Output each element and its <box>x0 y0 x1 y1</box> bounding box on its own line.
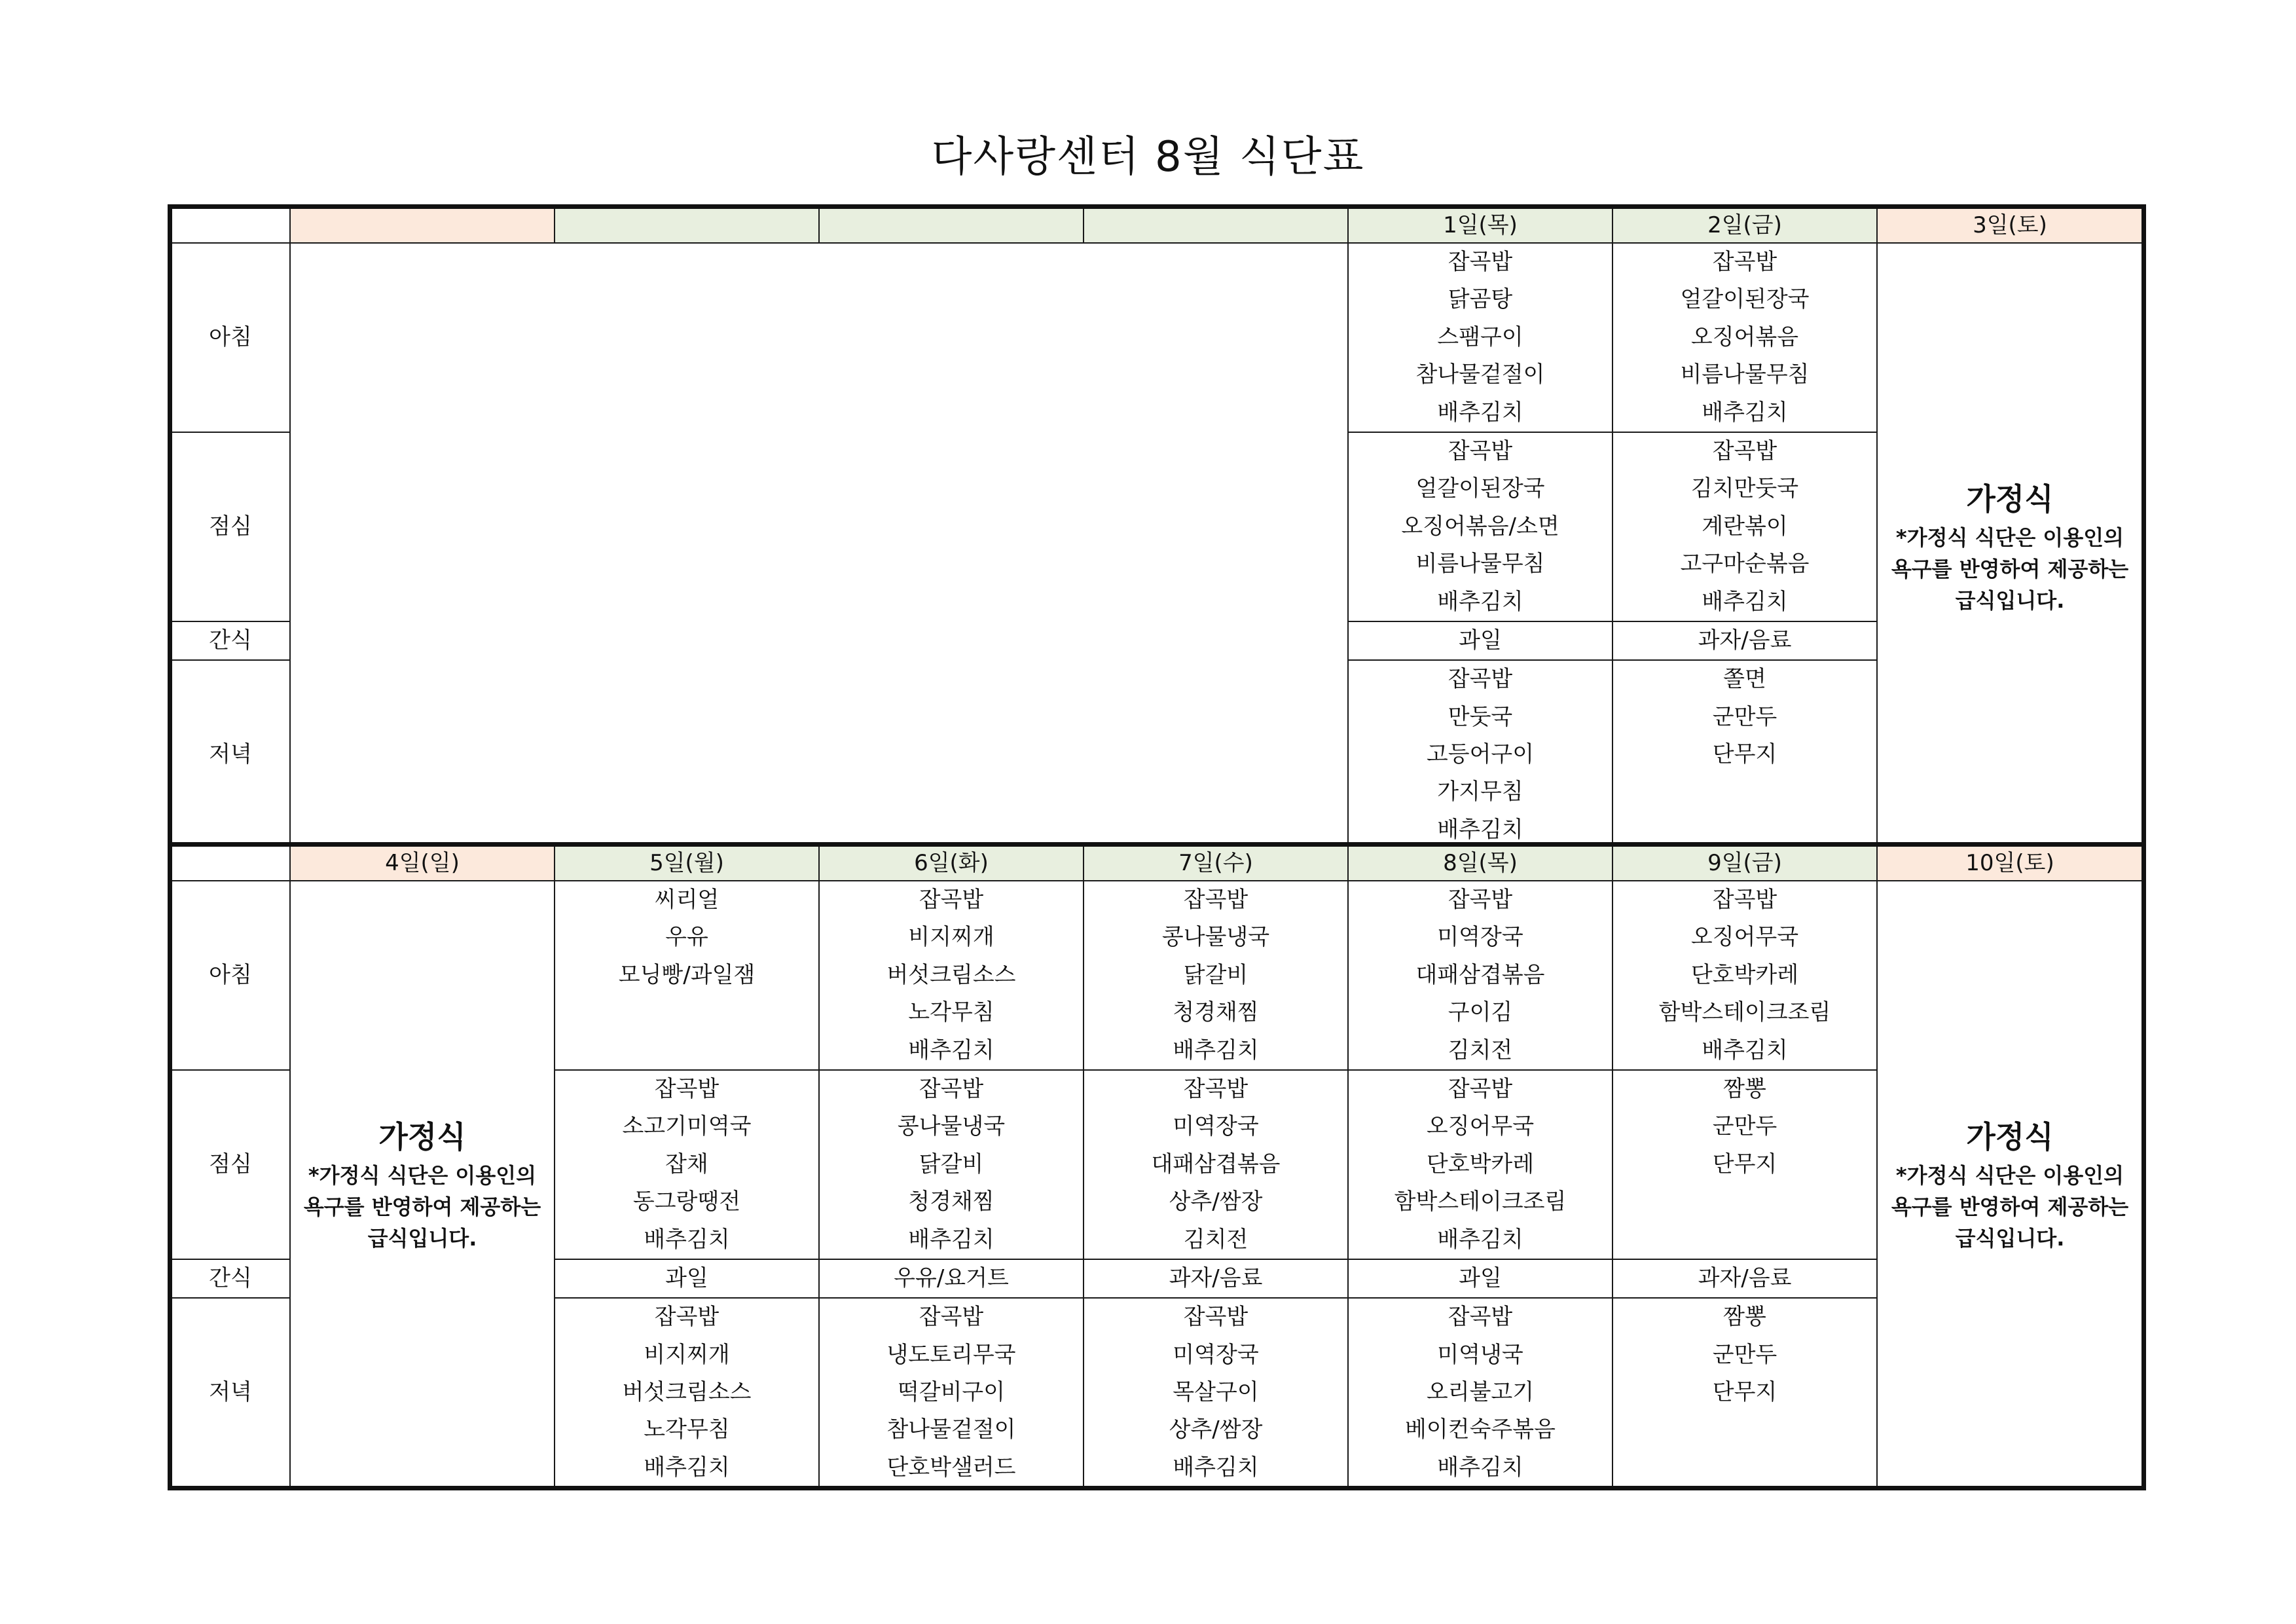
dish: 단호박샐러드 <box>886 1454 1016 1481</box>
dish: 잡곡밥 <box>1448 666 1513 693</box>
home-meal-cell <box>1877 881 2143 1487</box>
breakfast-row <box>171 243 2143 432</box>
dish: 버섯크림소스 <box>622 1379 752 1406</box>
day-header-3: 3일(토) <box>1877 208 2143 243</box>
snack-cell: 과일 <box>555 1259 819 1298</box>
dish: 비지찌개 <box>644 1341 730 1368</box>
breakfast-row <box>171 881 2143 1070</box>
day-header-6: 6일(화) <box>819 845 1084 881</box>
menu-cell <box>1348 660 1613 849</box>
menu-cell <box>1348 243 1613 432</box>
dish: 떡갈비구이 <box>897 1379 1006 1406</box>
dish: 노각무침 <box>644 1416 730 1443</box>
week2-header-row <box>171 845 2143 881</box>
dish: 청경채찜 <box>1173 999 1259 1026</box>
dish: 소고기미역국 <box>622 1113 752 1140</box>
snack-cell: 우유/요거트 <box>819 1259 1084 1298</box>
home-meal-title: 가정식 <box>378 1119 466 1155</box>
day-header-7: 7일(수) <box>1084 845 1348 881</box>
dish: 상추/쌈장 <box>1169 1189 1263 1215</box>
home-meal-note: *가정식 식단은 이용인의 욕구를 반영하여 제공하는 급식입니다. <box>1891 1163 2129 1251</box>
dish: 스팸구이 <box>1437 323 1523 350</box>
menu-cell <box>1084 1298 1348 1487</box>
dish: 배추김치 <box>908 1037 994 1063</box>
home-meal-note: *가정식 식단은 이용인의 욕구를 반영하여 제공하는 급식입니다. <box>303 1163 541 1251</box>
dish: 군만두 <box>1712 1341 1777 1368</box>
dish: 잡곡밥 <box>654 1304 720 1331</box>
dish: 배추김치 <box>1702 1037 1788 1063</box>
menu-cell <box>1613 660 1877 849</box>
dish: 미역장국 <box>1173 1113 1259 1140</box>
snack-cell: 과자/음료 <box>1613 1259 1877 1298</box>
dish: 단호박카레 <box>1690 961 1799 988</box>
dish: 구이김 <box>1448 999 1513 1026</box>
dish: 김치전 <box>1448 1037 1513 1063</box>
dish: 콩나물냉국 <box>897 1113 1006 1140</box>
dish: 잡곡밥 <box>1183 1075 1248 1102</box>
dish: 닭갈비 <box>919 1151 984 1177</box>
dish: 미역장국 <box>1437 924 1523 951</box>
dish: 잡곡밥 <box>1712 437 1777 464</box>
meal-label-lunch: 점심 <box>171 1070 290 1259</box>
header-cell-empty <box>555 208 819 243</box>
dish <box>1613 1411 1876 1449</box>
dish: 참나물겉절이 <box>886 1416 1016 1443</box>
dish: 배추김치 <box>1173 1454 1259 1481</box>
week1-menu-table <box>170 207 2143 850</box>
menu-cell <box>555 881 819 1070</box>
dish: 단무지 <box>1712 1151 1777 1177</box>
empty-days-block <box>290 243 1348 849</box>
dish: 단무지 <box>1712 1379 1777 1406</box>
corner-cell <box>171 208 290 243</box>
dish: 버섯크림소스 <box>886 961 1016 988</box>
dish: 잡곡밥 <box>654 1075 720 1102</box>
dish <box>1613 773 1876 811</box>
dish: 잡곡밥 <box>919 887 984 913</box>
dish: 가지무침 <box>1437 779 1523 805</box>
dish: 잡곡밥 <box>919 1075 984 1102</box>
dish: 잡곡밥 <box>1448 249 1513 275</box>
meal-label-breakfast: 아침 <box>171 881 290 1070</box>
dish: 동그랑땡전 <box>632 1189 741 1215</box>
day-header-9: 9일(금) <box>1613 845 1877 881</box>
dish: 배추김치 <box>1702 588 1788 615</box>
dish: 잡곡밥 <box>1712 249 1777 275</box>
dish: 참나물겉절이 <box>1415 361 1545 388</box>
dish: 노각무침 <box>908 999 994 1026</box>
dish <box>1613 1183 1876 1221</box>
dish: 씨리얼 <box>654 887 720 913</box>
day-header-4: 4일(일) <box>290 845 555 881</box>
dish: 대패삼겹볶음 <box>1151 1151 1281 1177</box>
header-cell-empty <box>1084 208 1348 243</box>
menu-cell <box>1613 243 1877 432</box>
dish: 얼갈이된장국 <box>1415 475 1545 502</box>
menu-cell <box>1084 1070 1348 1259</box>
snack-cell: 과자/음료 <box>1084 1259 1348 1298</box>
menu-cell <box>1348 881 1613 1070</box>
home-meal-cell <box>290 881 555 1487</box>
dish: 잡곡밥 <box>1183 1304 1248 1331</box>
dish: 목살구이 <box>1173 1379 1259 1406</box>
snack-cell: 과일 <box>1348 621 1613 660</box>
dish: 잡곡밥 <box>1448 437 1513 464</box>
week1-header-row <box>171 208 2143 243</box>
dish: 배추김치 <box>1437 588 1523 615</box>
menu-cell <box>555 1298 819 1487</box>
dish: 함박스테이크조림 <box>1658 999 1831 1026</box>
dish: 배추김치 <box>1702 399 1788 426</box>
meal-label-breakfast: 아침 <box>171 243 290 432</box>
dish: 콩나물냉국 <box>1161 924 1270 951</box>
home-meal-cell <box>1877 243 2143 849</box>
dish <box>1613 1449 1876 1486</box>
dish: 닭곰탕 <box>1448 286 1513 313</box>
dish: 오징어무국 <box>1426 1113 1535 1140</box>
dish <box>555 994 818 1031</box>
menu-cell <box>1613 432 1877 621</box>
dish: 청경채찜 <box>908 1189 994 1215</box>
page-title: 다사랑센터 8월 식단표 <box>931 133 1365 181</box>
dish: 계란볶이 <box>1702 513 1788 540</box>
dish: 오징어볶음 <box>1690 323 1799 350</box>
dish: 오징어볶음/소면 <box>1401 513 1559 540</box>
home-meal-title: 가정식 <box>1966 1119 2054 1155</box>
dish: 상추/쌈장 <box>1169 1416 1263 1443</box>
dish: 잡곡밥 <box>1448 887 1513 913</box>
dish <box>1613 811 1876 849</box>
dish: 잡곡밥 <box>1448 1075 1513 1102</box>
dish: 비름나물무침 <box>1680 361 1810 388</box>
dish: 잡곡밥 <box>1448 1304 1513 1331</box>
dish: 김치전 <box>1183 1226 1248 1253</box>
dish: 냉도토리무국 <box>886 1341 1016 1368</box>
menu-cell <box>1348 1070 1613 1259</box>
dish: 비지찌개 <box>908 924 994 951</box>
dish <box>555 1032 818 1069</box>
dish: 베이컨숙주볶음 <box>1405 1416 1556 1443</box>
dish: 배추김치 <box>908 1226 994 1253</box>
home-meal-note: *가정식 식단은 이용인의 욕구를 반영하여 제공하는 급식입니다. <box>1891 525 2129 614</box>
dish: 배추김치 <box>1437 1226 1523 1253</box>
day-header-2: 2일(금) <box>1613 208 1877 243</box>
dish: 비름나물무침 <box>1415 551 1545 578</box>
meal-label-dinner: 저녁 <box>171 1298 290 1487</box>
dish: 배추김치 <box>1437 816 1523 843</box>
dish: 고구마순볶음 <box>1680 551 1810 578</box>
dish: 미역장국 <box>1173 1341 1259 1368</box>
dish: 배추김치 <box>644 1226 730 1253</box>
dish: 김치만둣국 <box>1690 475 1799 502</box>
dish: 짬뽕 <box>1723 1304 1766 1331</box>
menu-cell <box>1348 1298 1613 1487</box>
menu-cell <box>1613 881 1877 1070</box>
menu-cell <box>555 1070 819 1259</box>
dish: 얼갈이된장국 <box>1680 286 1810 313</box>
dish: 군만두 <box>1712 1113 1777 1140</box>
dish: 고등어구이 <box>1426 741 1535 768</box>
home-meal-title: 가정식 <box>1966 481 2054 517</box>
menu-cell <box>1613 1070 1877 1259</box>
dish: 쫄면 <box>1723 666 1766 693</box>
dish: 모닝빵/과일잼 <box>618 961 756 988</box>
dish: 닭갈비 <box>1183 961 1248 988</box>
dish: 단무지 <box>1712 741 1777 768</box>
day-header-5: 5일(월) <box>555 845 819 881</box>
dish: 잡곡밥 <box>919 1304 984 1331</box>
menu-cell <box>819 1298 1084 1487</box>
day-header-8: 8일(목) <box>1348 845 1613 881</box>
dish: 잡채 <box>665 1151 708 1177</box>
dish: 배추김치 <box>1437 399 1523 426</box>
menu-cell <box>819 881 1084 1070</box>
dish: 단호박카레 <box>1426 1151 1535 1177</box>
meal-label-snack: 간식 <box>171 1259 290 1298</box>
dish: 잡곡밥 <box>1183 887 1248 913</box>
dish: 배추김치 <box>1173 1037 1259 1063</box>
dish: 군만두 <box>1712 703 1777 730</box>
dish: 대패삼겹볶음 <box>1415 961 1545 988</box>
dish: 오징어무국 <box>1690 924 1799 951</box>
menu-cell <box>1348 432 1613 621</box>
dish: 미역냉국 <box>1437 1341 1523 1368</box>
menu-cell <box>1084 881 1348 1070</box>
dish <box>1613 1221 1876 1259</box>
dish: 배추김치 <box>1437 1454 1523 1481</box>
dish: 잡곡밥 <box>1712 887 1777 913</box>
header-cell-empty <box>819 208 1084 243</box>
dish: 짬뽕 <box>1723 1075 1766 1102</box>
snack-cell: 과자/음료 <box>1613 621 1877 660</box>
meal-label-lunch: 점심 <box>171 432 290 621</box>
day-header-10: 10일(토) <box>1877 845 2143 881</box>
header-cell-empty <box>290 208 555 243</box>
day-header-1: 1일(목) <box>1348 208 1613 243</box>
week2-menu-table <box>170 845 2143 1488</box>
snack-cell: 과일 <box>1348 1259 1613 1298</box>
dish: 배추김치 <box>644 1454 730 1481</box>
menu-cell <box>1613 1298 1877 1487</box>
meal-label-snack: 간식 <box>171 621 290 660</box>
corner-cell <box>171 845 290 881</box>
dish: 우유 <box>665 924 708 951</box>
dish: 오리불고기 <box>1426 1379 1535 1406</box>
dish: 만둣국 <box>1448 703 1513 730</box>
dish: 함박스테이크조림 <box>1394 1189 1567 1215</box>
menu-cell <box>819 1070 1084 1259</box>
meal-label-dinner: 저녁 <box>171 660 290 849</box>
